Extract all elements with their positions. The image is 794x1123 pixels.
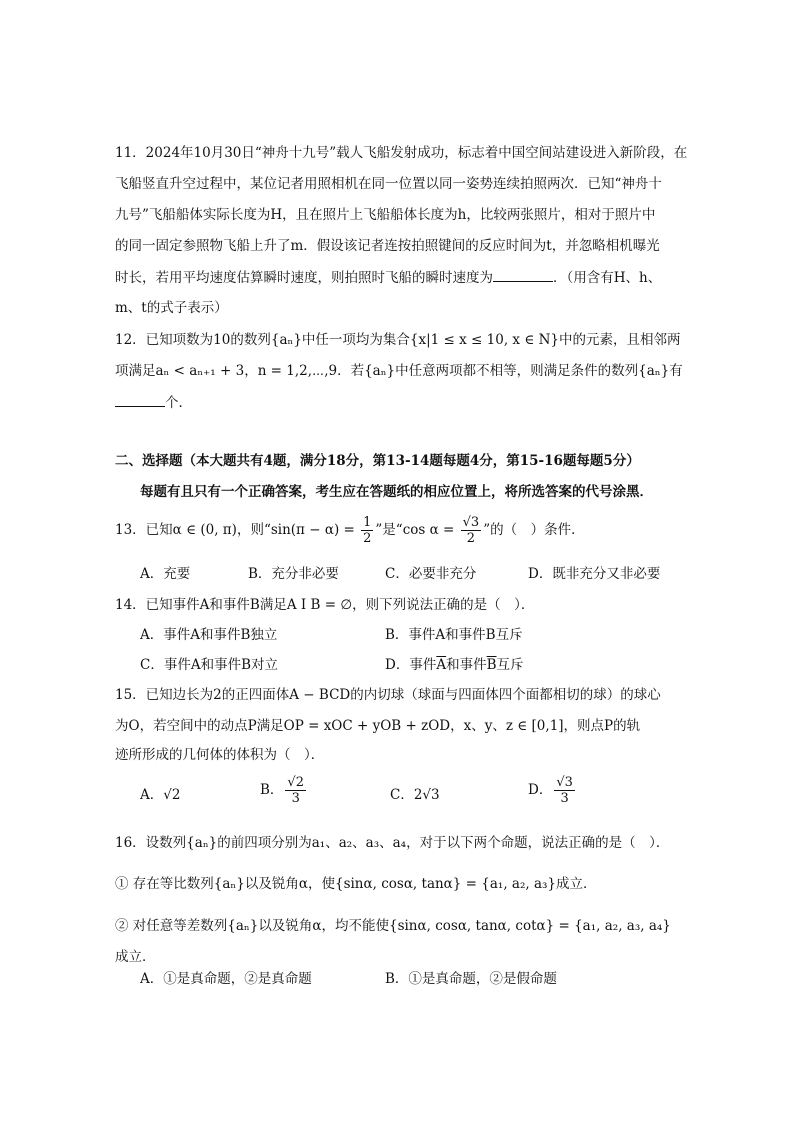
q12-line3 [115, 392, 192, 413]
q15-option-d[interactable] [528, 775, 577, 806]
q11-line1: 11．2024年10月30日“神舟十九号”载人飞船发射成功，标志着中国空间站建设进入新阶段，在 [115, 145, 688, 161]
q16-proposition-1: ① 存在等比数列{aₙ}以及锐角α，使{sinα, cosα, tanα} = {a₁, a₂, a₃}成立． [115, 876, 597, 892]
q12-line3-text: 个． [165, 395, 192, 411]
q14-stem: 14．已知事件A和事件B满足A I B = ∅，则下列说法正确的是（ ）． [115, 597, 535, 613]
q14-option-d-b-bar: $\overline{B}$ [486, 657, 497, 673]
q15-option-d-label: D． [528, 782, 553, 798]
q16-option-a[interactable]: A．①是真命题，②是真命题 [140, 971, 312, 987]
q11-line5-text: 时长，若用平均速度估算瞬时速度，则拍照时飞船的瞬时速度为 [115, 270, 493, 286]
q15-option-d-frac [554, 775, 575, 806]
q13-stem-pre: 13．已知α ∈ (0, π)，则“sin(π − α) = [115, 522, 355, 538]
q16-proposition-2: ② 对任意等差数列{aₙ}以及锐角α，均不能使{sinα, cosα, tanα, cotα} = {a₁, a₂, a₃, a₄} [115, 918, 671, 934]
q13-frac1-den: 2 [363, 531, 372, 546]
q13-option-a[interactable]: A．充要 [140, 566, 191, 582]
q14-option-d-a-bar: $\overline{A}$ [436, 657, 447, 673]
q14-option-a[interactable]: A．事件A和事件B独立 [140, 627, 278, 643]
q14-option-b[interactable]: B．事件A和事件B互斥 [385, 627, 523, 643]
q13-stem-mid: ”是“cos α = [375, 522, 455, 538]
q14-option-d-pre: D．事件 [385, 657, 437, 673]
q13-frac2-num: √3 [462, 515, 480, 530]
q13-stem-post: ”的（ ）条件． [483, 522, 585, 538]
q13-frac-half [361, 515, 373, 546]
q11-line3: 九号”飞船船体实际长度为H，且在照片上飞船船体长度为h，比较两张照片，相对于照片中 [115, 207, 656, 223]
q11-line5 [115, 267, 661, 288]
q15-option-b-num: √2 [287, 775, 304, 790]
q15-option-a[interactable]: A．√2 [140, 787, 181, 803]
q16-stem: 16．设数列{aₙ}的前四项分别为a₁、a₂、a₃、a₄，对于以下两个命题，说法正确的是（ ）． [115, 835, 670, 851]
q13-option-b[interactable]: B．充分非必要 [248, 566, 339, 582]
q13-frac2-den: 2 [466, 531, 476, 546]
q11-line5-tail: ．（用含有H、h、 [553, 270, 662, 286]
q15-option-b[interactable] [260, 775, 308, 806]
q12-line1: 12．已知项数为10的数列{aₙ}中任一项均为集合{x|1 ≤ x ≤ 10, x ∈ N}中的元素，且相邻两 [115, 332, 681, 348]
q15-option-b-den: 3 [291, 791, 300, 806]
section2-title: 二、选择题（本大题共有4题，满分18分，第13-14题每题4分，第15-16题每题5分） [115, 453, 640, 469]
q11-line4: 的同一固定参照物飞船上升了m．假设该记者连按拍照键间的反应时间为t，并忽略相机曝光 [115, 238, 660, 254]
q14-option-d[interactable] [385, 655, 524, 675]
q14-option-d-mid: 和事件 [446, 657, 487, 673]
q15-option-d-den: 3 [560, 791, 569, 806]
q13-stem [115, 515, 585, 546]
q13-option-d[interactable]: D．既非充分又非必要 [528, 566, 661, 582]
q16-proposition-2-tail: 成立． [115, 949, 156, 965]
q12-line2: 项满足aₙ < aₙ₊₁ + 3，n = 1,2,⋯,9．若{aₙ}中任意两项都不相等，则满足条件的数列{aₙ}有 [115, 363, 683, 379]
q15-line1: 15．已知边长为2的正四面体A − BCD的内切球（球面与四面体四个面都相切的球）的球心 [115, 687, 661, 703]
q15-option-c[interactable]: C．2√3 [390, 787, 440, 803]
q15-option-b-label: B． [260, 782, 284, 798]
q11-line6: m、t的式子表示） [115, 300, 228, 316]
q15-option-b-frac [285, 775, 306, 806]
q14-option-c[interactable]: C．事件A和事件B对立 [140, 657, 278, 673]
q15-option-d-num: √3 [556, 775, 573, 790]
q13-option-c[interactable]: C．必要非充分 [385, 566, 477, 582]
q13-frac1-num: 1 [363, 515, 372, 530]
q11-answer-blank[interactable] [493, 267, 553, 282]
q13-frac-sqrt3-half [461, 515, 482, 546]
q11-line2: 飞船竖直升空过程中，某位记者用照相机在同一位置以同一姿势连续拍照两次．已知“神舟十 [115, 176, 662, 192]
q12-answer-blank[interactable] [115, 392, 165, 407]
q15-line3: 迹所形成的几何体的体积为（ ）． [115, 747, 325, 763]
q14-option-d-post: 互斥 [496, 657, 524, 673]
q15-line2: 为O，若空间中的动点P满足OP = xOC + yOB + zOD，x、y、z ∈ [0,1]，则点P的轨 [115, 718, 641, 734]
q16-option-b[interactable]: B．①是真命题，②是假命题 [385, 971, 557, 987]
section2-note: 每题有且只有一个正确答案，考生应在答题纸的相应位置上，将所选答案的代号涂黑． [140, 484, 653, 500]
